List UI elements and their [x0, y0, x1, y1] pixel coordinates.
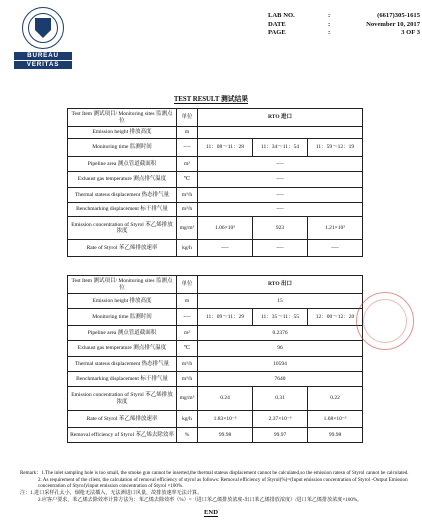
row-value-cell: 15 [198, 294, 363, 309]
row-value-cell [198, 127, 363, 139]
row-label-cell: Exhaust gas temperature 测点排气温度 [68, 172, 177, 188]
header-label-cell: Test Item 测试项目/ Monitoring sites 监测点位 [68, 276, 177, 294]
row-unit-cell: m [177, 294, 198, 309]
row-value-cell: 0.22 [308, 387, 363, 411]
row-value-cell: ---- [198, 172, 363, 188]
logo-text-veritas: VERITAS [14, 61, 72, 69]
header-site-cell: RTO 出口 [198, 276, 363, 294]
row-label-cell: Rate of Styrol 苯乙烯排放速率 [68, 240, 177, 257]
end-marker [0, 509, 422, 516]
results-table-outlet [67, 275, 363, 443]
row-label-cell: Exhaust gas temperature 测点排气温度 [68, 341, 177, 357]
table-row [68, 387, 363, 411]
row-label-cell: Monitoring time 监测时间 [68, 309, 177, 326]
row-label-cell: Emission concentration of Styrol 苯乙烯排放浓度 [68, 217, 177, 240]
row-label-cell: Emission concentration of Styrol 苯乙烯排放浓度 [68, 387, 177, 411]
row-unit-cell: ℃ [177, 341, 198, 357]
row-label-cell: Benchmarking displacement 标干排气量 [68, 372, 177, 387]
row-value-cell: 11：09～11：29 [198, 309, 253, 326]
row-label-cell: Rate of Styrol 苯乙烯排放速率 [68, 411, 177, 428]
table-row [68, 127, 363, 139]
row-value-cell: 0.24 [198, 387, 253, 411]
row-label-cell: Benchmarking displacement 标干排气量 [68, 203, 177, 217]
table-row [68, 203, 363, 217]
row-label-cell: Monitoring time 监测时间 [68, 139, 177, 157]
row-unit-cell: m³/h [177, 203, 198, 217]
row-unit-cell: m³/h [177, 188, 198, 203]
row-unit-cell: % [177, 428, 198, 443]
date-value: November 10, 2017 [366, 20, 420, 28]
row-value-cell: 10594 [198, 357, 363, 372]
table-row [68, 172, 363, 188]
row-unit-cell: m³/h [177, 372, 198, 387]
bureau-veritas-logo [14, 7, 72, 69]
colon: : [328, 20, 331, 28]
row-value-cell: 99.98 [198, 428, 253, 443]
header-unit-cell: 单位 [177, 276, 198, 294]
table-row [68, 139, 363, 157]
table-row [68, 188, 363, 203]
row-value-cell: 11：59～12：19 [308, 139, 363, 157]
row-unit-cell: ---- [177, 139, 198, 157]
logo-text-bureau: BUREAU [14, 52, 72, 60]
table-row [68, 217, 363, 240]
table-row [68, 240, 363, 257]
table-header-row [68, 276, 363, 294]
row-value-cell: 12：00～12：20 [308, 309, 363, 326]
row-value-cell: ---- [198, 157, 363, 172]
row-value-cell: ---- [198, 188, 363, 203]
row-label-cell: Pipeline area 测点管道截面积 [68, 326, 177, 341]
lab-no-label: LAB NO. [268, 12, 295, 19]
row-value-cell: 1.06×10³ [198, 217, 253, 240]
remark-cn-2: 2.应客户要求，苯乙烯去除效率计算方法为：苯乙烯去除效率（%）=（进口苯乙烯排放浓度-出口苯乙烯排放浓度）/进口苯乙烯排放浓度×100%。 [38, 496, 363, 503]
colon: : [328, 29, 331, 37]
table-row [68, 357, 363, 372]
row-value-cell: ---- [198, 240, 253, 257]
row-unit-cell: mg/m³ [177, 387, 198, 411]
row-unit-cell: kg/h [177, 240, 198, 257]
header-unit-cell: 单位 [177, 109, 198, 127]
table-row [68, 341, 363, 357]
remarks [20, 470, 410, 504]
row-label-cell: Removal efficiency of Styrol 苯乙烯去除效率 [68, 428, 177, 443]
row-value-cell: 1.21×10³ [308, 217, 363, 240]
row-value-cell: ---- [198, 203, 363, 217]
page-value: 3 OF 3 [401, 29, 420, 37]
row-value-cell: ---- [308, 240, 363, 257]
row-unit-cell: m³/h [177, 357, 198, 372]
row-value-cell: 11：35～11：55 [253, 309, 308, 326]
results-table-inlet [67, 108, 363, 257]
row-unit-cell: kg/h [177, 411, 198, 428]
row-label-cell: Thermal stateus displacement 热态排气量 [68, 188, 177, 203]
remark-1: Remark：1.The inlet sampling hole is too small, the smoke gun cannot be inserted,the thermal stateus displacement cannot be calculated,so the emission ratesn of Styrol cannot be calculated. [20, 470, 409, 476]
row-value-cell: 923 [253, 217, 308, 240]
end-text: END [204, 509, 218, 516]
row-label-cell: Emission height 排放高度 [68, 294, 177, 309]
row-value-cell: 1.68×10⁻³ [308, 411, 363, 428]
header-label-cell: Test Item 测试项目/ Monitoring sites 监测点位 [68, 109, 177, 127]
row-value-cell: 2.37×10⁻³ [253, 411, 308, 428]
row-value-cell: ---- [253, 240, 308, 257]
page-title [0, 93, 422, 103]
row-label-cell: Pipeline area 测点管道截面积 [68, 157, 177, 172]
table-row [68, 411, 363, 428]
row-value-cell: 11：34～11：54 [253, 139, 308, 157]
row-value-cell: 0.2376 [198, 326, 363, 341]
bureau-veritas-seal-icon [22, 7, 64, 49]
table-row [68, 428, 363, 443]
remark-cn-1: 注：1.进口采样孔太小，烟枪无法插入，无法测进口风量，故排放速率无法计算。 [20, 490, 203, 497]
row-value-cell: 1.83×10⁻³ [198, 411, 253, 428]
table-row [68, 372, 363, 387]
title-text: TEST RESULT 测试结果 [173, 96, 249, 103]
row-label-cell: Thermal stateus displacement 热态排气量 [68, 357, 177, 372]
colon: : [328, 12, 331, 19]
row-unit-cell: mg/m³ [177, 217, 198, 240]
remark-2: 2. As requirement of the client, the calculation of removal efficiency of styrol as follows: Removal efficiency of Styrol(%)=(Input emission concentration of Styrol -Output Emission concentration of Styrol)/input emission concentration of Styrol ×100%. [38, 476, 408, 490]
page-label: PAGE [268, 29, 286, 37]
lab-no-value: (6617)305-1615 [377, 12, 420, 19]
report-header [268, 12, 420, 38]
table-row [68, 309, 363, 326]
row-unit-cell: m² [177, 157, 198, 172]
row-value-cell: 99.98 [308, 428, 363, 443]
date-label: DATE [268, 20, 286, 28]
row-label-cell: Emission height 排放高度 [68, 127, 177, 139]
row-value-cell: 7640 [198, 372, 363, 387]
table-row [68, 326, 363, 341]
row-value-cell: 96 [198, 341, 363, 357]
row-unit-cell: ℃ [177, 172, 198, 188]
row-value-cell: 0.31 [253, 387, 308, 411]
row-unit-cell: m² [177, 326, 198, 341]
table-row [68, 294, 363, 309]
row-unit-cell: ---- [177, 309, 198, 326]
table-header-row [68, 109, 363, 127]
company-seal-stamp [356, 292, 414, 350]
row-value-cell: 11：08～11：28 [198, 139, 253, 157]
header-site-cell: RTO 进口 [198, 109, 363, 127]
table-row [68, 157, 363, 172]
row-value-cell: 99.97 [253, 428, 308, 443]
row-unit-cell: m [177, 127, 198, 139]
